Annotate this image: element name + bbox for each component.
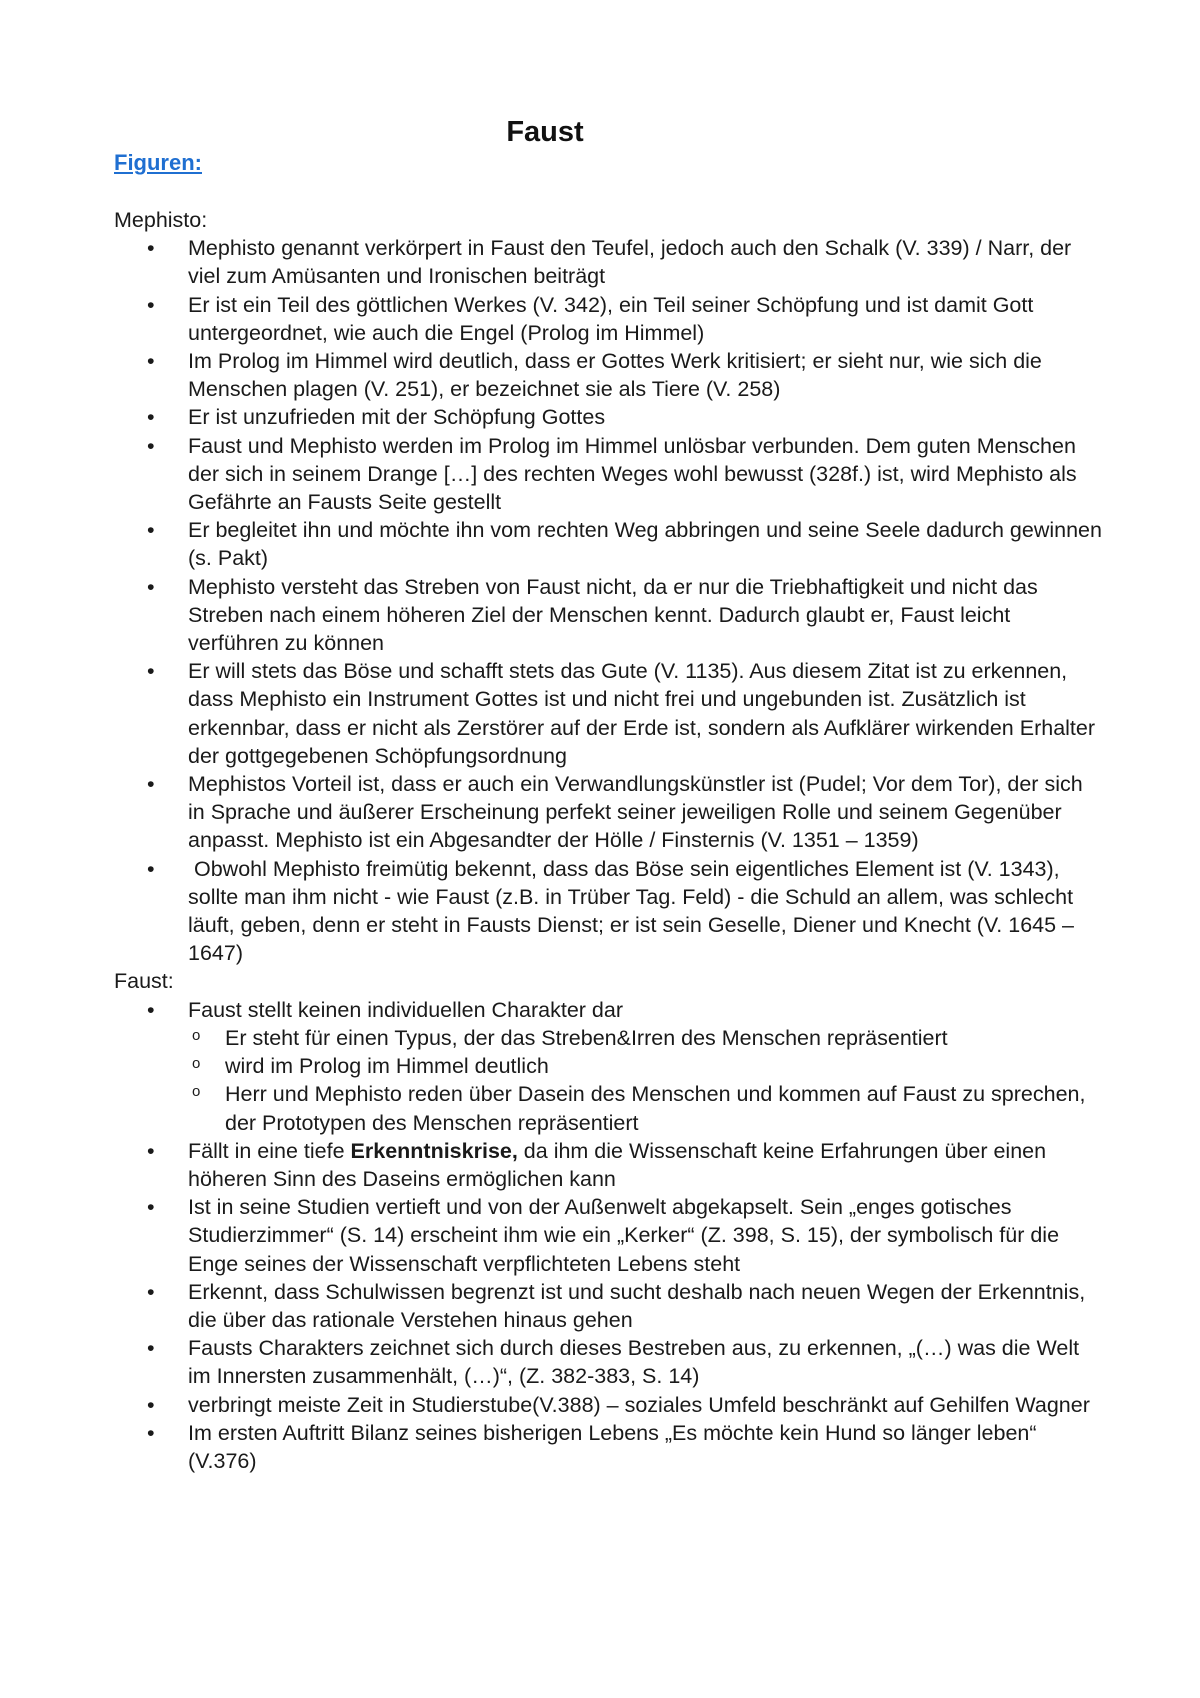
list-item: • Ist in seine Studien vertieft und von der Außenwelt abgekapselt. Sein „enges gotisches Studierzimmer“ (S. 14) erscheint ihm wie ein „Kerker“ (Z. 398, S. 15), der symbolisch für die Enge seines der Wissenschaft verpflichteten Lebens steht [188, 1193, 1104, 1278]
list-item: • Er ist unzufrieden mit der Schöpfung Gottes [188, 403, 1104, 431]
list-item: • Im ersten Auftritt Bilanz seines bisherigen Lebens „Es möchte kein Hund so länger leben“ (V.376) [188, 1419, 1104, 1475]
list-item: • Er will stets das Böse und schafft stets das Gute (V. 1135). Aus diesem Zitat ist zu erkennen, dass Mephisto ein Instrument Gottes ist und nicht frei und ungebunden ist. Zusätzlich ist erkennbar, dass er nicht als Zerstörer auf der Erde ist, sondern als Aufklärer wirkenden Erhalter der gottgegebenen Schöpfungsordnung [188, 657, 1104, 770]
bold-term: Erkenntniskrise, [350, 1138, 518, 1163]
list-item: • Mephisto genannt verkörpert in Faust den Teufel, jedoch auch den Schalk (V. 339) / Narr, der viel zum Amüsanten und Ironischen beiträgt [188, 234, 1104, 290]
page-title: Faust [506, 116, 584, 148]
list-item: • Obwohl Mephisto freimütig bekennt, dass das Böse sein eigentliches Element ist (V. 1343), sollte man ihm nicht - wie Faust (z.B. in Trüber Tag. Feld) - die Schuld an allem, was schlecht läuft, geben, denn er steht in Fausts Dienst; er ist sein Geselle, Diener und Knecht (V. 1645 – 1647) [188, 855, 1104, 968]
list-item-text: da ihm die Wissenschaft keine Erfahrungen über einen höheren Sinn des Daseins ermöglichen kann [188, 1138, 1053, 1191]
list-item-text: Faust stellt keinen individuellen Charakter dar [188, 997, 624, 1022]
sub-list-item: o wird im Prolog im Himmel deutlich [225, 1052, 1104, 1080]
list-item: • Mephistos Vorteil ist, dass er auch ein Verwandlungskünstler ist (Pudel; Vor dem Tor), der sich in Sprache und äußerer Erscheinung perfekt seiner jeweiligen Rolle und seinem Gegenüber anpasst. Mephisto ist ein Abgesandter der Hölle / Finsternis (V. 1351 – 1359) [188, 770, 1104, 855]
sub-list-item: o Er steht für einen Typus, der das Streben&Irren des Menschen repräsentiert [225, 1024, 1104, 1052]
figuren-heading-link[interactable]: Figuren: [114, 150, 202, 175]
faust-heading: Faust: [114, 969, 174, 994]
document-body [114, 206, 1104, 1475]
list-item-text: Fällt in eine tiefe [188, 1138, 351, 1163]
mephisto-list [114, 234, 1104, 967]
list-item: • Er ist ein Teil des göttlichen Werkes (V. 342), ein Teil seiner Schöpfung und ist damit Gott untergeordnet, wie auch die Engel (Prolog im Himmel) [188, 291, 1104, 347]
mephisto-heading: Mephisto: [114, 208, 208, 232]
list-item: • Mephisto versteht das Streben von Faust nicht, da er nur die Triebhaftigkeit und nicht das Streben nach einem höheren Ziel der Menschen kennt. Dadurch glaubt er, Faust leicht verführen zu können [188, 573, 1104, 658]
list-item: • Fausts Charakters zeichnet sich durch dieses Bestreben aus, zu erkennen, „(…) was die Welt im Innersten zusammenhält, (…)“, (Z. 382-383, S. 14) [188, 1334, 1104, 1390]
list-item [188, 1137, 1104, 1193]
list-item: • Im Prolog im Himmel wird deutlich, dass er Gottes Werk kritisiert; er sieht nur, wie sich die Menschen plagen (V. 251), er bezeichnet sie als Tiere (V. 258) [188, 347, 1104, 403]
sub-list-item: o Herr und Mephisto reden über Dasein des Menschen und kommen auf Faust zu sprechen, der Prototypen des Menschen repräsentiert [225, 1080, 1104, 1136]
list-item [188, 996, 1104, 1137]
list-item: • Erkennt, dass Schulwissen begrenzt ist und sucht deshalb nach neuen Wegen der Erkenntnis, die über das rationale Verstehen hinaus gehen [188, 1278, 1104, 1334]
list-item: • Er begleitet ihn und möchte ihn vom rechten Weg abbringen und seine Seele dadurch gewinnen (s. Pakt) [188, 516, 1104, 572]
list-item: • Faust und Mephisto werden im Prolog im Himmel unlösbar verbunden. Dem guten Menschen der sich in seinem Drange […] des rechten Weges wohl bewusst (328f.) ist, wird Mephisto als Gefährte an Fausts Seite gestellt [188, 432, 1104, 517]
faust-list [114, 996, 1104, 1475]
list-item: • verbringt meiste Zeit in Studierstube(V.388) – soziales Umfeld beschränkt auf Gehilfen Wagner [188, 1391, 1104, 1419]
faust-sublist [188, 1024, 1104, 1137]
